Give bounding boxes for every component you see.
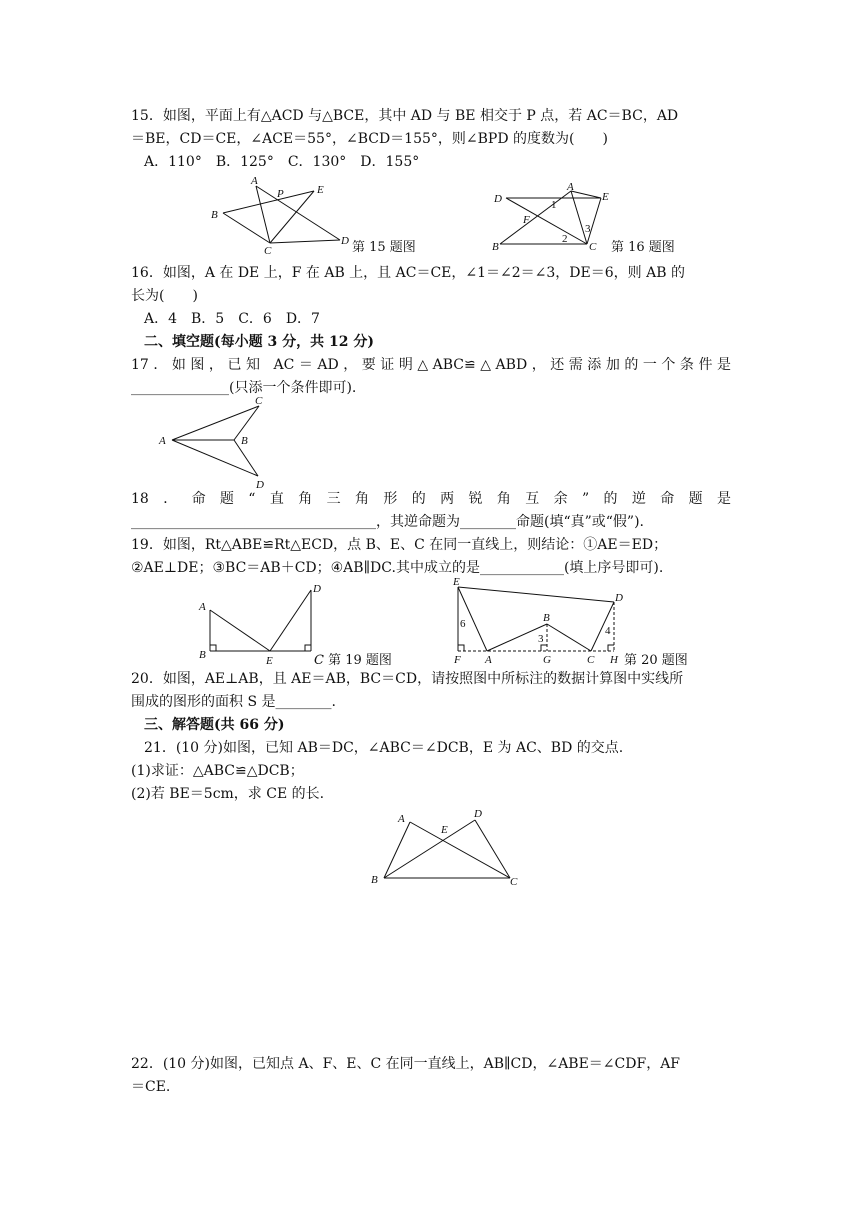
fig16-label-2: 2 bbox=[562, 233, 568, 245]
fig17-label-a: A bbox=[159, 435, 166, 447]
q15-options: A．110° B．125° C．130° D．155° bbox=[144, 154, 420, 170]
fig19-caption-text: 第 19 题图 bbox=[328, 653, 392, 668]
figure-21 bbox=[368, 806, 528, 886]
q21-line1: 21．(10 分)如图，已知 AB＝DC，∠ABC＝∠DCB，E 为 AC、BD 的交点. bbox=[144, 740, 624, 756]
fig19-label-a: A bbox=[199, 601, 206, 613]
fig20-label-d: D bbox=[615, 592, 623, 604]
fig21-label-d: D bbox=[474, 808, 482, 820]
fig16-label-b: B bbox=[492, 241, 499, 253]
fig20-label-g: G bbox=[543, 654, 551, 666]
q22-line2: ＝CE. bbox=[131, 1079, 171, 1095]
fig20-label-3: 3 bbox=[538, 633, 544, 645]
fig20-label-6: 6 bbox=[460, 618, 466, 630]
fig20-label-a: A bbox=[485, 654, 492, 666]
q16-line1: 16．如图，A 在 DE 上，F 在 AB 上，且 AC＝CE，∠1＝∠2＝∠3，DE＝6，则 AB 的 bbox=[131, 265, 685, 281]
fig20-label-h: H bbox=[610, 654, 618, 666]
section-2-heading: 二、填空题(每小题 3 分，共 12 分) bbox=[144, 334, 374, 350]
fig19-label-d: D bbox=[313, 583, 321, 595]
fig17-label-d: D bbox=[256, 479, 264, 491]
fig20-caption: 第 20 题图 bbox=[624, 653, 688, 668]
q21-part2: (2)若 BE＝5cm，求 CE 的长. bbox=[131, 786, 325, 802]
q16-line2: 长为( ) bbox=[131, 288, 198, 304]
fig20-label-f: F bbox=[454, 654, 461, 666]
fig16-label-3: 3 bbox=[585, 223, 591, 235]
fig21-label-c: C bbox=[510, 876, 518, 888]
figure-19 bbox=[195, 580, 325, 670]
fig15-label-c: C bbox=[264, 245, 272, 257]
q17-line2: ______________(只添一个条件即可). bbox=[131, 380, 357, 396]
fig16-label-d: D bbox=[494, 193, 502, 205]
fig20-label-c: C bbox=[587, 654, 595, 666]
fig20-label-b: B bbox=[543, 612, 550, 624]
q15-line2: ＝BE，CD＝CE，∠ACE＝55°，∠BCD＝155°，则∠BPD 的度数为( ) bbox=[131, 131, 608, 147]
fig21-label-b: B bbox=[371, 874, 378, 886]
fig15-caption: 第 15 题图 bbox=[352, 240, 416, 255]
fig19-caption: C 第 19 题图 bbox=[314, 653, 392, 668]
q19-line2: ②AE⊥DE；③BC＝AB＋CD；④AB∥DC.其中成立的是____________(填上序号即可). bbox=[131, 560, 664, 576]
fig15-label-a: A bbox=[251, 175, 258, 187]
q15-line1: 15．如图，平面上有△ACD 与△BCE，其中 AD 与 BE 相交于 P 点，若 AC＝BC，AD bbox=[131, 108, 679, 124]
q20-line2: 围成的图形的面积 S 是________. bbox=[131, 694, 336, 710]
fig20-label-e: E bbox=[453, 576, 460, 588]
figure-17 bbox=[155, 392, 275, 492]
fig16-label-a: A bbox=[567, 181, 574, 193]
fig16-label-1: 1 bbox=[551, 199, 557, 211]
fig15-label-p: P bbox=[277, 188, 284, 200]
fig17-label-b: B bbox=[241, 435, 248, 447]
fig17-label-c: C bbox=[255, 395, 263, 407]
fig16-label-e: E bbox=[602, 191, 609, 203]
q16-options: A．4 B．5 C．6 D．7 bbox=[144, 311, 320, 327]
fig21-label-a: A bbox=[398, 813, 405, 825]
q21-part1: (1)求证：△ABC≌△DCB； bbox=[131, 763, 304, 779]
q20-line1: 20．如图，AE⊥AB，且 AE＝AB，BC＝CD，请按照图中所标注的数据计算图中实线所 bbox=[131, 671, 684, 687]
q18-line2: ___________________________________，其逆命题为________命题(填“真”或“假”). bbox=[131, 514, 645, 530]
q18-line1: 18．命题“直角三角形的两锐角互余”的逆命题是 bbox=[131, 491, 731, 507]
fig19-label-b: B bbox=[199, 649, 206, 661]
q22-line1: 22．(10 分)如图，已知点 A、F、E、C 在同一直线上，AB∥CD，∠ABE＝∠CDF，AF bbox=[131, 1056, 681, 1072]
fig16-label-f: F bbox=[523, 214, 530, 226]
fig21-label-e: E bbox=[441, 824, 448, 836]
fig19-label-e: E bbox=[266, 655, 273, 667]
q17-line1: 17．如图，已知 AC＝AD，要证明△ABC≌△ABD，还需添加的一个条件是 bbox=[131, 357, 731, 373]
fig20-label-4: 4 bbox=[605, 625, 611, 637]
fig16-caption: 第 16 题图 bbox=[611, 240, 675, 255]
q19-line1: 19．如图，Rt△ABE≌Rt△ECD，点 B、E、C 在同一直线上，则结论：①AE＝ED； bbox=[131, 537, 668, 553]
fig15-label-d: D bbox=[341, 235, 349, 247]
fig16-label-c: C bbox=[589, 241, 597, 253]
section-3-heading: 三、解答题(共 66 分) bbox=[144, 717, 285, 733]
fig15-label-e: E bbox=[317, 184, 324, 196]
fig15-label-b: B bbox=[211, 209, 218, 221]
figure-20 bbox=[448, 576, 628, 668]
